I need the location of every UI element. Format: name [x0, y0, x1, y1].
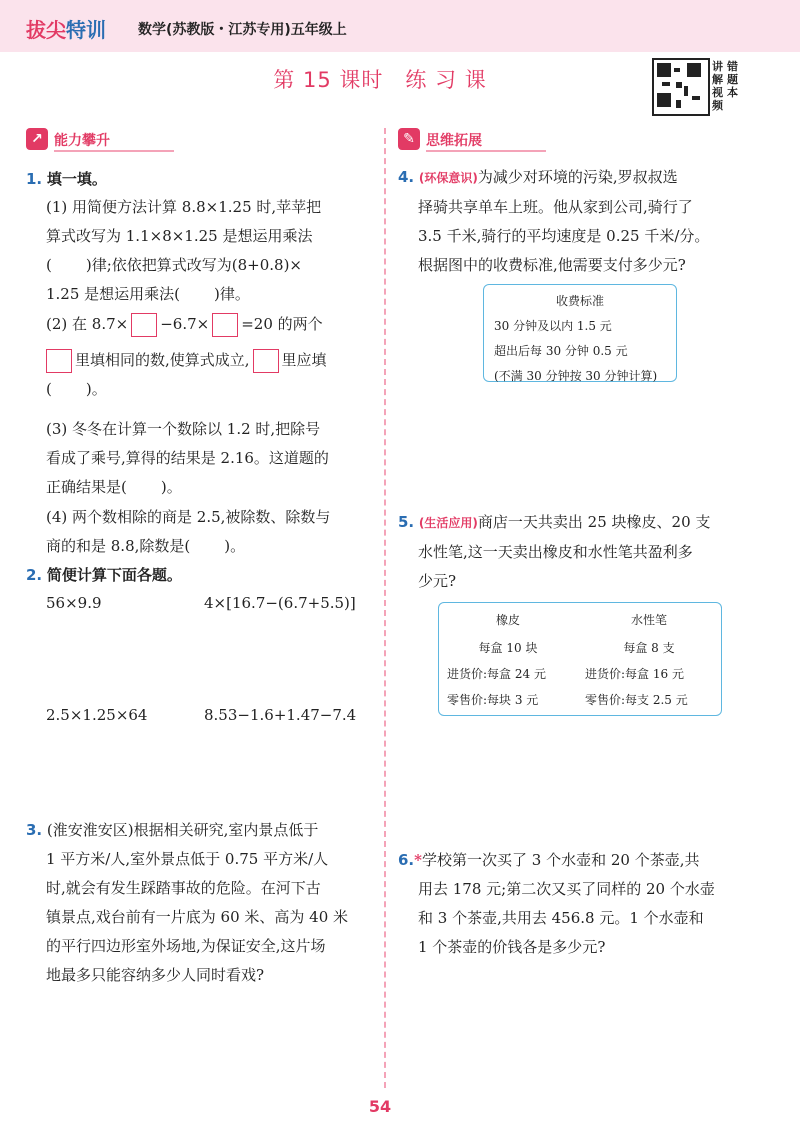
table-cell: 零售价:每支 2.5 元: [585, 693, 688, 707]
q4-line3: 3.5 千米,骑行的平均速度是 0.25 千米/分。: [418, 227, 710, 245]
q1-part3: [46, 415, 381, 502]
q3-line2: 1 平方米/人,室外景点低于 0.75 平方米/人: [46, 850, 329, 868]
q1-s2-l2a: 里填相同的数,使算式成立,: [75, 351, 250, 369]
q3-line1: (淮安淮安区)根据相关研究,室内景点低于: [46, 821, 319, 839]
fee-row: (不满 30 分钟按 30 分钟计算): [494, 369, 658, 383]
q1-heading: [26, 165, 107, 194]
fee-row: 30 分钟及以内 1.5 元: [494, 319, 612, 333]
answer-box[interactable]: [253, 349, 279, 373]
brand-part2: 特训: [66, 18, 106, 42]
q1-title: 填一填。: [46, 170, 107, 188]
q1-s2-l1b: −6.7×: [160, 315, 210, 333]
q2-expr-1: 56×9.9: [46, 594, 102, 612]
q1-s2-l3b: )。: [85, 380, 107, 398]
q5-line2: 水性笔,这一天卖出橡皮和水性笔共盈利多: [418, 543, 693, 561]
q2-expr-4: 8.53−1.6+1.47−7.4: [204, 706, 357, 724]
q3-line5: 的平行四边形室外场地,为保证安全,这片场: [46, 937, 326, 955]
q1-s1-line1: (1) 用简便方法计算 8.8×1.25 时,苹苹把: [46, 198, 322, 216]
q6-line4: 1 个茶壶的价钱各是多少元?: [418, 938, 606, 956]
q4-line4: 根据图中的收费标准,他需要支付多少元?: [418, 256, 686, 274]
q5: [398, 508, 763, 596]
q1-s2-l3a: (: [46, 380, 52, 398]
q2-title: 简便计算下面各题。: [46, 566, 182, 584]
climb-icon: ↗: [26, 128, 48, 150]
q4-number: 4.: [398, 168, 415, 186]
q4-tag: (环保意识): [418, 171, 478, 185]
q5-tag: (生活应用): [418, 516, 478, 530]
column-divider: [384, 128, 386, 1088]
q4: [398, 163, 763, 280]
table-cell: 进货价:每盒 24 元: [447, 667, 546, 681]
q6: [398, 846, 763, 962]
page-number: 54: [368, 1097, 392, 1116]
q3-line4: 镇景点,戏台前有一片底为 60 米、高为 40 米: [46, 908, 349, 926]
section-header-right: [398, 128, 546, 150]
q6-number: 6.: [398, 851, 415, 869]
q3-number: 3.: [26, 821, 43, 839]
price-table: [438, 602, 722, 716]
q1-s3-line2: 看成了乘号,算得的结果是 2.16。这道题的: [46, 449, 329, 467]
fee-box-title: 收费标准: [555, 294, 604, 308]
table-cell: 每盒 8 支: [623, 641, 675, 655]
section-header-left: [26, 128, 174, 150]
q6-line3: 和 3 个茶壶,共用去 456.8 元。1 个水壶和: [418, 909, 704, 927]
brand-part1: 拔尖: [26, 18, 66, 42]
q1-s3-line1: (3) 冬冬在计算一个数除以 1.2 时,把除号: [46, 420, 321, 438]
q6-line1: 学校第一次买了 3 个水壶和 20 个茶壶,共: [422, 851, 700, 869]
brand-logo: [26, 14, 106, 43]
q2-expr-2: 4×[16.7−(6.7+5.5)]: [204, 594, 356, 612]
answer-box[interactable]: [131, 313, 157, 337]
q3-line6: 地最多只能容纳多少人同时看戏?: [46, 966, 265, 984]
q1-part1: [46, 193, 376, 309]
q2-number: 2.: [26, 566, 43, 584]
q5-line1: 商店一天共卖出 25 块橡皮、20 支: [477, 513, 711, 531]
section-label-right: 思维拓展: [426, 133, 482, 149]
header-bar: [0, 0, 800, 52]
q1-s1-line2: 算式改写为 1.1×8×1.25 是想运用乘法: [46, 227, 313, 245]
q5-number: 5.: [398, 513, 415, 531]
star-icon: *: [414, 851, 422, 869]
q1-s2-l1a: (2) 在 8.7×: [46, 315, 129, 333]
table-header: 橡皮: [495, 613, 520, 627]
q2-expr-3: 2.5×1.25×64: [46, 706, 148, 724]
q1-part2: [46, 310, 381, 404]
expand-icon: ✎: [398, 128, 420, 150]
q4-line1: 为减少对环境的污染,罗叔叔选: [477, 168, 678, 186]
q1-s1-l4a: 1.25 是想运用乘法(: [46, 285, 181, 303]
q4-line2: 择骑共享单车上班。他从家到公司,骑行了: [418, 198, 693, 216]
section-label-left: 能力攀升: [54, 133, 110, 149]
q2-heading: [26, 561, 182, 590]
book-subtitle: 数学(苏教版・江苏专用)五年级上: [138, 22, 347, 38]
q1-number: 1.: [26, 170, 43, 188]
q1-s4-l2b: )。: [224, 537, 246, 555]
fee-row: 超出后每 30 分钟 0.5 元: [494, 344, 628, 358]
q1-part4: [46, 503, 381, 561]
q1-s3-l3b: )。: [160, 478, 182, 496]
table-cell: 零售价:每块 3 元: [447, 693, 539, 707]
q1-s3-l3a: 正确结果是(: [46, 478, 127, 496]
q3: [26, 816, 376, 990]
qr-label-video: 讲解视频: [712, 60, 723, 112]
answer-box[interactable]: [46, 349, 72, 373]
lesson-title: 第 15 课时 练 习 课: [273, 68, 487, 92]
qr-label-errorbook: 错题本: [727, 60, 738, 99]
q6-line2: 用去 178 元;第二次又买了同样的 20 个水壶: [418, 880, 715, 898]
q1-s4-l2a: 商的和是 8.8,除数是(: [46, 537, 191, 555]
table-cell: 每盒 10 块: [478, 641, 538, 655]
q5-line3: 少元?: [418, 572, 457, 590]
table-header: 水性笔: [630, 613, 667, 627]
answer-box[interactable]: [212, 313, 238, 337]
q1-s1-l3b: )律;依依把算式改写为(8+0.8)×: [85, 256, 303, 274]
q3-line3: 时,就会有发生踩踏事故的危险。在河下古: [46, 879, 321, 897]
q1-s1-l3a: (: [46, 256, 52, 274]
qr-code-icon[interactable]: [652, 58, 710, 116]
q1-s4-line1: (4) 两个数相除的商是 2.5,被除数、除数与: [46, 508, 331, 526]
q1-s2-l2b: 里应填: [281, 351, 327, 369]
q1-s1-l4b: )律。: [214, 285, 250, 303]
fee-standard-box: [483, 284, 677, 382]
table-cell: 进货价:每盒 16 元: [585, 667, 684, 681]
q1-s2-l1c: =20 的两个: [241, 315, 323, 333]
